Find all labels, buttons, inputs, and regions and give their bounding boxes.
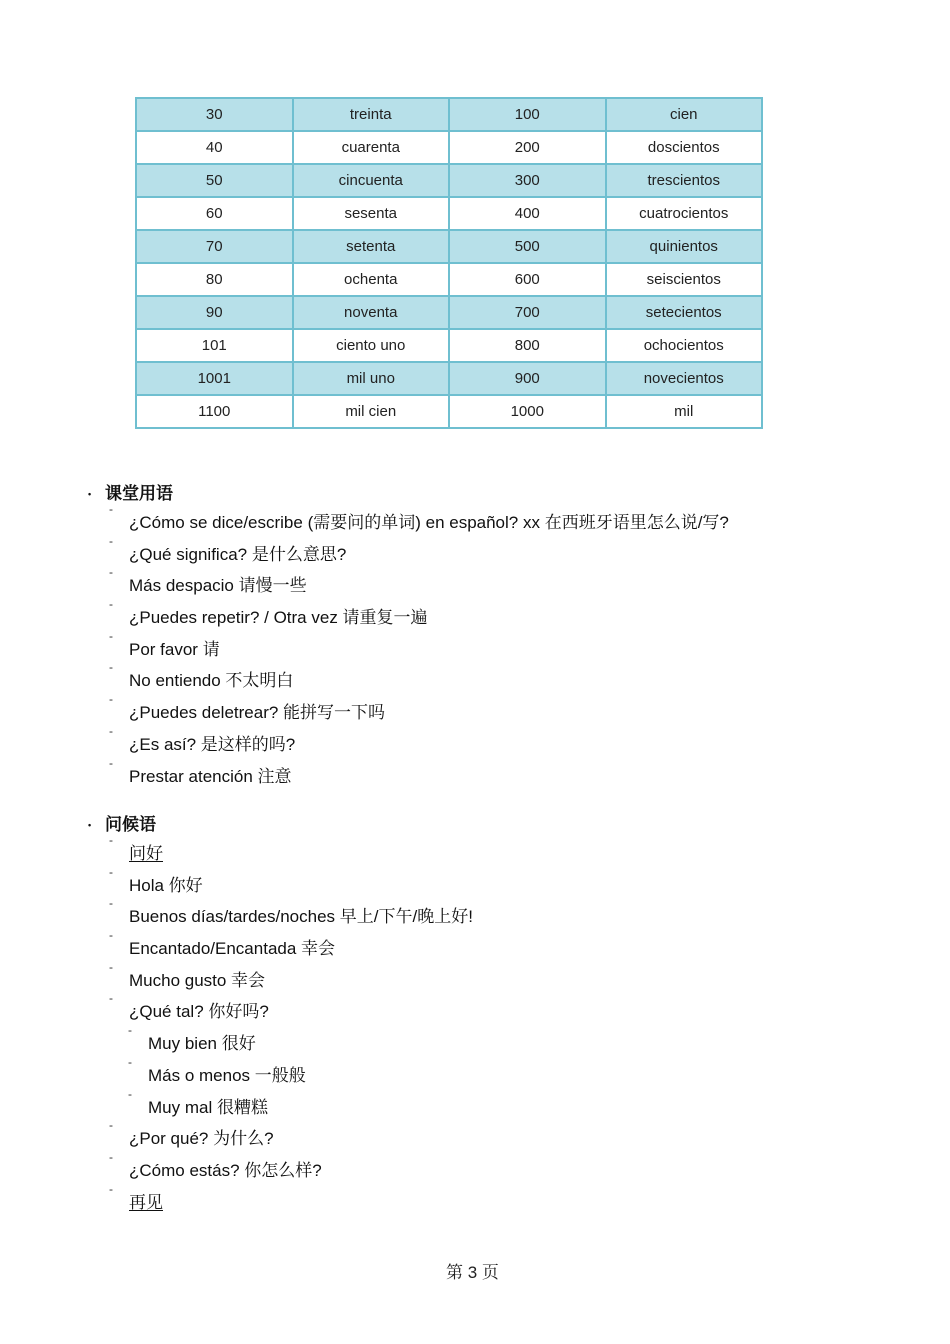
phrase-text: ¿Qué tal? 你好吗? xyxy=(129,1002,269,1022)
bullet-icon: • xyxy=(88,820,92,830)
phrase-text: ¿Cómo se dice/escribe (需要问的单词) en español? xx 在西班牙语里怎么说/写? xyxy=(129,513,729,532)
dash-bullet-icon: - xyxy=(109,692,113,707)
page-number: 第 3 页 xyxy=(446,1263,499,1282)
phrase-text: Buenos días/tardes/noches 早上/下午/晚上好! xyxy=(129,907,473,927)
phrase-text: Muy mal 很糟糕 xyxy=(148,1097,268,1117)
table-cell: trescientos xyxy=(606,164,763,197)
table-cell: ochenta xyxy=(293,263,450,296)
table-cell: mil uno xyxy=(293,362,450,395)
table-row xyxy=(136,329,762,362)
table-cell: 90 xyxy=(136,296,293,329)
table-cell: 101 xyxy=(136,329,293,362)
dash-bullet-icon: - xyxy=(109,723,113,738)
table-cell: 70 xyxy=(136,230,293,263)
table-cell: 600 xyxy=(449,263,606,296)
dash-bullet-icon: - xyxy=(109,959,113,974)
phrase-text: Mucho gusto 幸会 xyxy=(129,970,266,990)
table-cell: 1100 xyxy=(136,395,293,428)
dash-bullet-icon: - xyxy=(109,1181,113,1196)
dash-bullet-icon: - xyxy=(109,1149,113,1164)
phrase-text: Muy bien 很好 xyxy=(148,1034,256,1054)
phrase-text: ¿Es así? 是这样的吗? xyxy=(129,734,296,754)
dash-bullet-icon: - xyxy=(109,991,113,1006)
phrase-text: ¿Puedes deletrear? 能拼写一下吗 xyxy=(129,703,386,723)
table-cell: 800 xyxy=(449,329,606,362)
table-cell: quinientos xyxy=(606,230,763,263)
table-cell: 50 xyxy=(136,164,293,197)
phrase-text: Encantado/Encantada 幸会 xyxy=(129,939,336,959)
table-row xyxy=(136,197,762,230)
table-row xyxy=(136,164,762,197)
table-cell: 700 xyxy=(449,296,606,329)
dash-bullet-icon: - xyxy=(109,533,113,548)
table-cell: seiscientos xyxy=(606,263,763,296)
table-cell: treinta xyxy=(293,98,450,131)
table-cell: mil xyxy=(606,395,763,428)
phrase-text: ¿Cómo estás? 你怎么样? xyxy=(129,1160,322,1180)
table-cell: 1000 xyxy=(449,395,606,428)
table-row xyxy=(136,263,762,296)
bullet-icon: • xyxy=(88,489,92,499)
table-cell: 500 xyxy=(449,230,606,263)
number-table xyxy=(135,97,763,429)
dash-bullet-icon: - xyxy=(128,1023,132,1038)
dash-bullet-icon: - xyxy=(109,896,113,911)
table-cell: cincuenta xyxy=(293,164,450,197)
table-cell: 30 xyxy=(136,98,293,131)
dash-bullet-icon: - xyxy=(128,1086,132,1101)
table-cell: noventa xyxy=(293,296,450,329)
table-cell: sesenta xyxy=(293,197,450,230)
table-row xyxy=(136,131,762,164)
table-cell: 60 xyxy=(136,197,293,230)
table-row xyxy=(136,98,762,131)
table-cell: cien xyxy=(606,98,763,131)
phrase-text: Más o menos 一般般 xyxy=(148,1065,306,1085)
table-cell: ciento uno xyxy=(293,329,450,362)
table-cell: novecientos xyxy=(606,362,763,395)
dash-bullet-icon: - xyxy=(128,1054,132,1069)
dash-bullet-icon: - xyxy=(109,565,113,580)
phrase-text: ¿Qué significa? 是什么意思? xyxy=(129,544,347,564)
phrase-text: 问好 xyxy=(129,844,163,863)
dash-bullet-icon: - xyxy=(109,928,113,943)
phrase-text: 再见 xyxy=(129,1192,163,1212)
dash-bullet-icon: - xyxy=(109,1118,113,1133)
dash-bullet-icon: - xyxy=(109,833,113,847)
phrase-text: ¿Por qué? 为什么? xyxy=(129,1129,274,1149)
table-row xyxy=(136,362,762,395)
table-cell: 400 xyxy=(449,197,606,230)
table-cell: 900 xyxy=(449,362,606,395)
table-cell: 100 xyxy=(449,98,606,131)
table-cell: cuatrocientos xyxy=(606,197,763,230)
phrase-text: ¿Puedes repetir? / Otra vez 请重复一遍 xyxy=(129,608,428,628)
table-cell: 300 xyxy=(449,164,606,197)
table-cell: 1001 xyxy=(136,362,293,395)
table-cell: 80 xyxy=(136,263,293,296)
phrase-text: Por favor 请 xyxy=(129,639,220,659)
phrase-text: Más despacio 请慢一些 xyxy=(129,576,307,596)
phrase-text: Prestar atención 注意 xyxy=(129,766,292,786)
dash-bullet-icon: - xyxy=(109,628,113,643)
table-cell: cuarenta xyxy=(293,131,450,164)
table-cell: ochocientos xyxy=(606,329,763,362)
phrase-text: No entiendo 不太明白 xyxy=(129,671,294,691)
dash-bullet-icon: - xyxy=(109,660,113,675)
table-row xyxy=(136,395,762,428)
section-title: 问候语 xyxy=(105,815,156,834)
dash-bullet-icon: - xyxy=(109,502,113,516)
table-cell: 40 xyxy=(136,131,293,164)
table-cell: mil cien xyxy=(293,395,450,428)
section-title: 课堂用语 xyxy=(105,484,173,503)
table-row xyxy=(136,230,762,263)
table-cell: setenta xyxy=(293,230,450,263)
table-cell: doscientos xyxy=(606,131,763,164)
dash-bullet-icon: - xyxy=(109,597,113,612)
dash-bullet-icon: - xyxy=(109,755,113,770)
table-cell: setecientos xyxy=(606,296,763,329)
phrase-text: Hola 你好 xyxy=(129,875,203,895)
dash-bullet-icon: - xyxy=(109,864,113,879)
table-row xyxy=(136,296,762,329)
table-cell: 200 xyxy=(449,131,606,164)
